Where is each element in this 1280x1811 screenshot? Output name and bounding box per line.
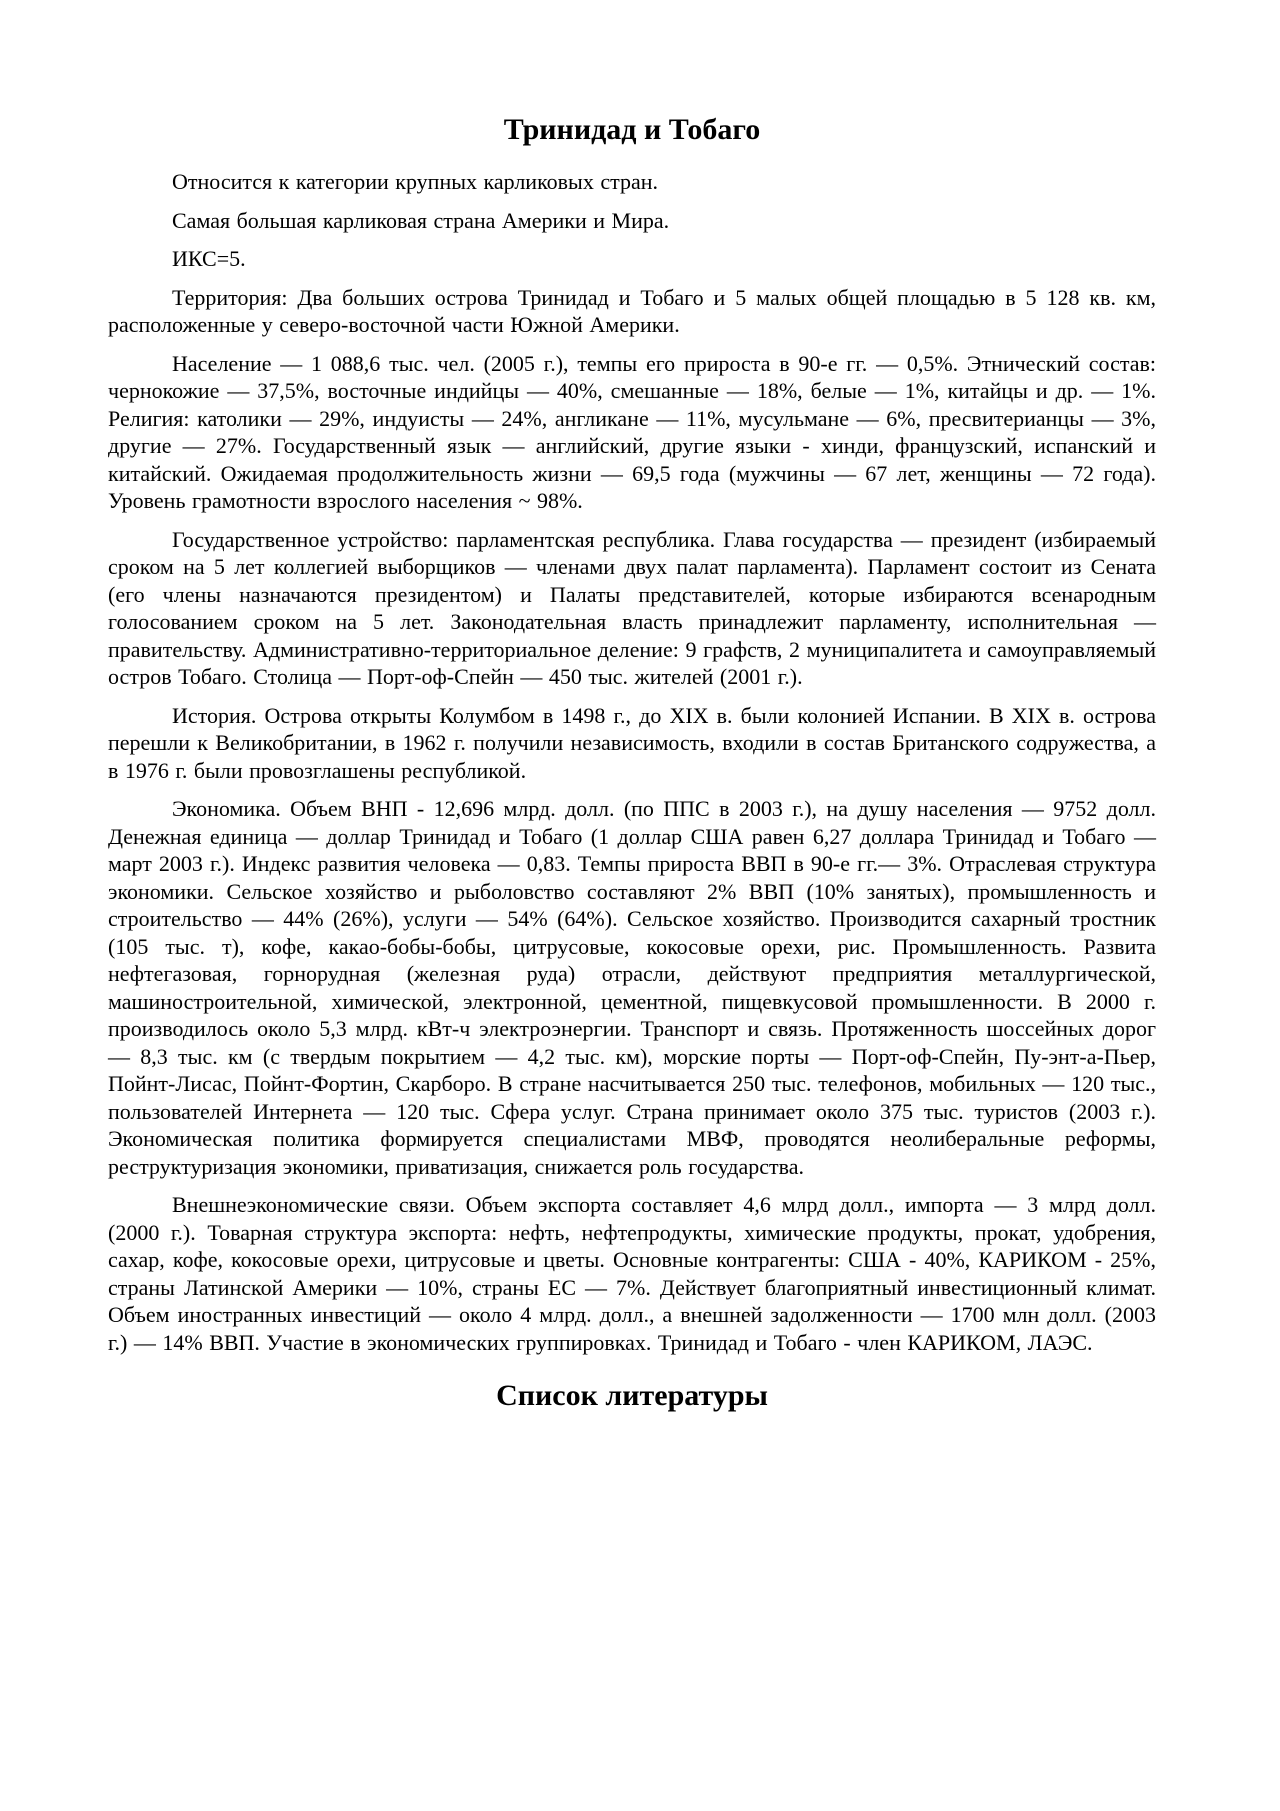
paragraph-iks: ИКС=5. [172, 246, 246, 271]
paragraph-history: История. Острова открыты Колумбом в 1498 г., до XIX в. были колонией Испании. В XIX в. острова перешли к Великобритании, в 1962 г. получили независимость, входили в состав Британского содружества, а в 1976 г. были провозглашены республикой. [108, 702, 1156, 783]
page-title: Тринидад и Тобаго [503, 113, 761, 146]
paragraph-economy: Экономика. Объем ВНП - 12,696 млрд. долл. (по ППС в 2003 г.), на душу населения — 9752 долл. Денежная единица — доллар Тринидад и Тобаго (1 доллар США равен 6,27 доллара Тринидад и Тобаго — март 2003 г.). Индекс развития человека — 0,83. Темпы прироста ВВП в 90-е гг.— 3%. Отраслевая структура экономики. Сельское хозяйство и рыболовство составляют 2% ВВП (10% занятых), промышленность и строительство — 44% (26%), услуги — 54% (64%). Сельское хозяйство. Производится сахарный тростник (105 тыс. т), кофе, какао-бобы-бобы, цитрусовые, кокосовые орехи, рис. Промышленность. Развита нефтегазовая, горнорудная (железная руда) отрасли, действуют предприятия металлургической, машиностроительной, химической, электронной, цементной, пищевкусовой промышленности. В 2000 г. производилось около 5,3 млрд. кВт-ч электроэнергии. Транспорт и связь. Протяженность шоссейных дорог — 8,3 тыс. км (с твердым покрытием — 4,2 тыс. км), морские порты — Порт-оф-Спейн, Пу-энт-а-Пьер, Пойнт-Лисас, Пойнт-Фортин, Скарборо. В стране насчитывается 250 тыс. телефонов, мобильных — 120 тыс., пользователей Интернета — 120 тыс. Сфера услуг. Страна принимает около 375 тыс. туристов (2003 г.). Экономическая политика формируется специалистами МВФ, проводятся неолиберальные реформы, реструктуризация экономики, приватизация, снижается роль государства. [108, 796, 1156, 1179]
paragraph-population: Население — 1 088,6 тыс. чел. (2005 г.), темпы его прироста в 90-е гг. — 0,5%. Этнический состав: чернокожие — 37,5%, восточные индийцы — 40%, смешанные — 18%, белые — 1%, китайцы и др. — 1%. Религия: католики — 29%, индуисты — 24%, англикане — 11%, мусульмане — 6%, пресвитерианцы — 3%, другие — 27%. Государственный язык — английский, другие языки - хинди, французский, испанский и китайский. Ожидаемая продолжительность жизни — 69,5 года (мужчины — 67 лет, женщины — 72 года). Уровень грамотности взрослого населения ~ 98%. [108, 350, 1156, 513]
paragraph-largest-dwarf: Самая большая карликовая страна Америки и Мира. [172, 207, 670, 233]
paragraph-foreign-economic: Внешнеэкономические связи. Объем экспорта составляет 4,6 млрд долл., импорта — 3 млрд долл. (2000 г.). Товарная структура экспорта: нефть, нефтепродукты, химические продукты, прокат, удобрения, сахар, кофе, кокосовые орехи, цитрусовые и цветы. Основные контрагенты: США - 40%, КАРИКОМ - 25%, страны Латинской Америки — 10%, страны ЕС — 7%. Действует благоприятный инвестиционный климат. Объем иностранных инвестиций — около 4 млрд. долл., а внешней задолженности — 1700 млн долл. (2003 г.) — 14% ВВП. Участие в экономических группировках. Тринидад и Тобаго - член КАРИКОМ, ЛАЭС. [108, 1192, 1156, 1355]
paragraph-government: Государственное устройство: парламентская республика. Глава государства — президент (избираемый сроком на 5 лет коллегией выборщиков — членами двух палат парламента). Парламент состоит из Сената (его члены назначаются президентом) и Палаты представителей, которые избираются всенародным голосованием сроком на 5 лет. Законодательная власть принадлежит парламенту, исполнительная — правительству. Административно-территориальное деление: 9 графств, 2 муниципалитета и самоуправляемый остров Тобаго. Столица — Порт-оф-Спейн — 450 тыс. жителей (2001 г.). [108, 526, 1156, 689]
paragraph-territory: Территория: Два больших острова Тринидад и Тобаго и 5 малых общей площадью в 5 128 кв. км, расположенные у северо-восточной части Южной Америки. [108, 284, 1156, 337]
references-heading: Список литературы [496, 1379, 768, 1412]
paragraph-category: Относится к категории крупных карликовых стран. [172, 169, 659, 194]
document-body [108, 168, 1156, 1356]
